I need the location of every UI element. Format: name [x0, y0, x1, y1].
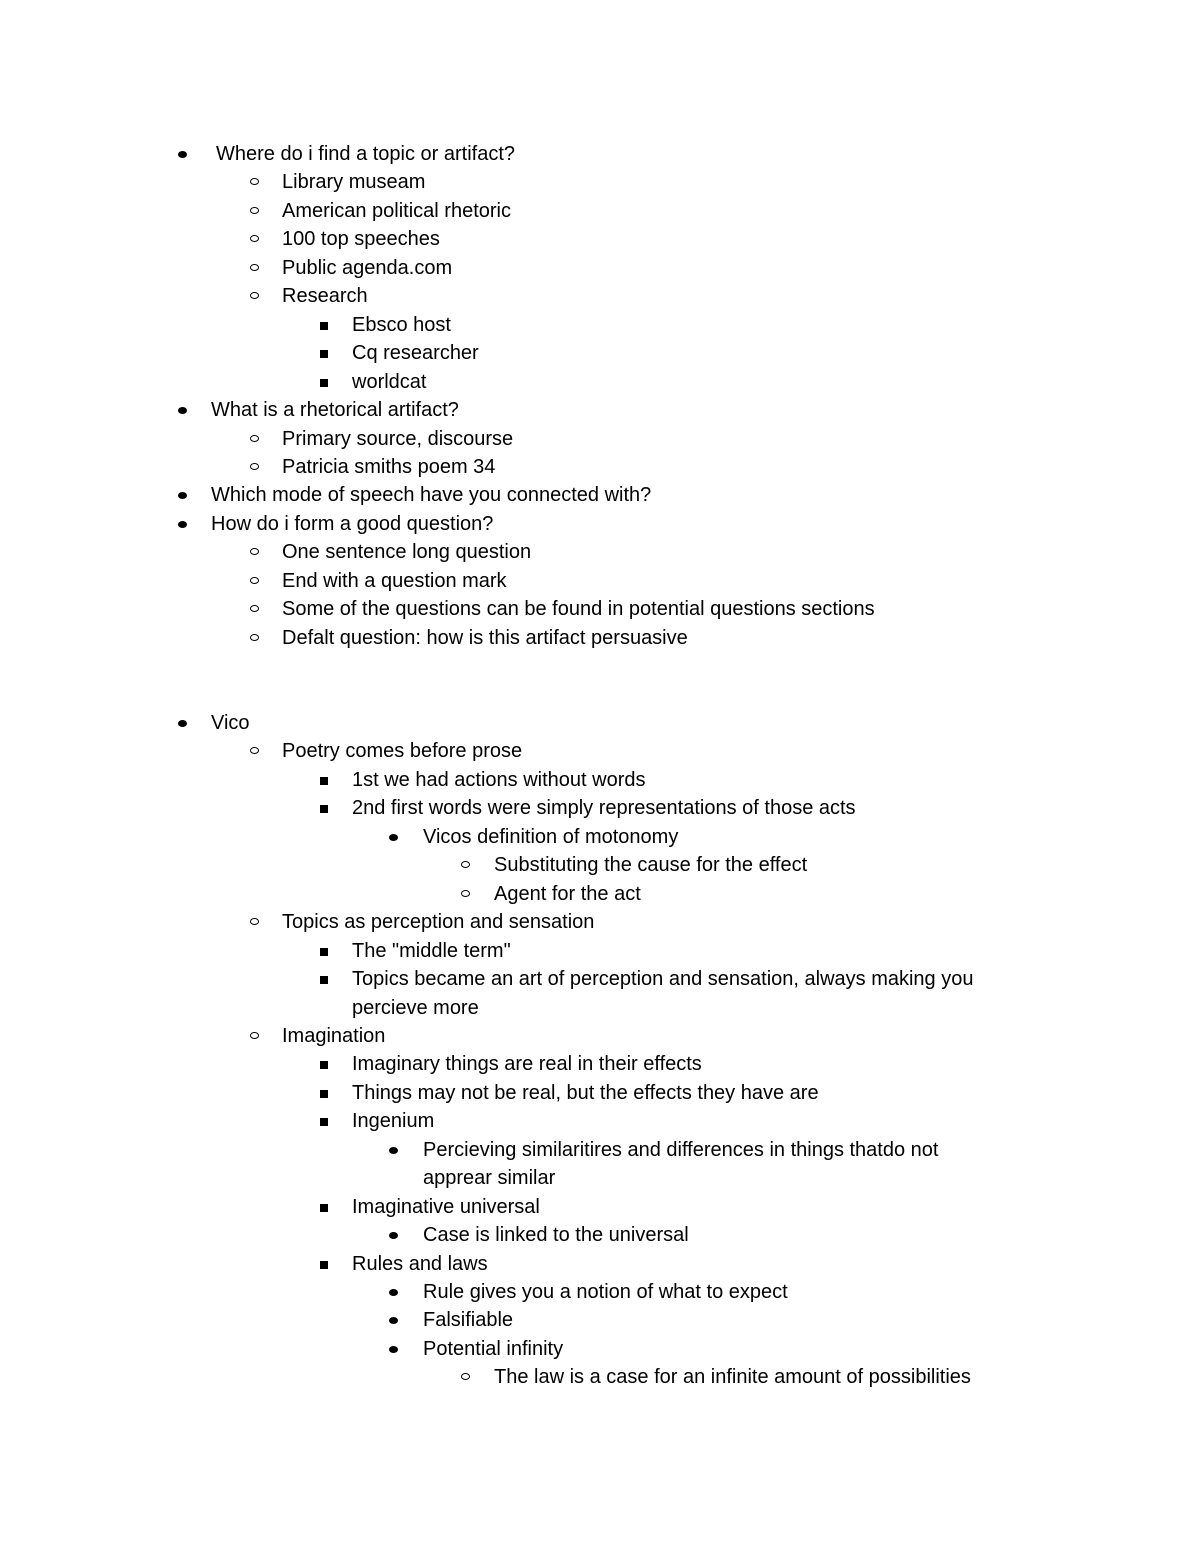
circle-bullet-icon [250, 1032, 259, 1039]
disc-bullet-icon [389, 1289, 398, 1296]
list-item [0, 994, 1200, 1022]
disc-bullet-icon [389, 1346, 398, 1353]
list-item-text: The "middle term" [352, 940, 511, 962]
square-bullet-icon [320, 777, 328, 785]
list-item [0, 1306, 1200, 1334]
list-item [0, 1335, 1200, 1363]
square-bullet-icon [320, 322, 328, 330]
list-item [0, 624, 1200, 652]
list-item-text: Library museam [282, 171, 426, 193]
list-item-text: Things may not be real, but the effects they have are [352, 1082, 819, 1104]
list-item [0, 197, 1200, 225]
list-item [0, 311, 1200, 339]
list-item [0, 1050, 1200, 1078]
list-item [0, 168, 1200, 196]
list-item-text: apprear similar [423, 1167, 556, 1189]
list-item [0, 595, 1200, 623]
square-bullet-icon [320, 379, 328, 387]
list-item-text: Where do i find a topic or artifact? [216, 143, 516, 165]
list-item [0, 1193, 1200, 1221]
list-item [0, 1022, 1200, 1050]
list-item [0, 851, 1200, 879]
list-item [0, 225, 1200, 253]
circle-bullet-icon [250, 577, 259, 584]
list-item-text: Public agenda.com [282, 257, 453, 279]
list-item-text: Case is linked to the universal [423, 1224, 689, 1246]
list-item-text: Some of the questions can be found in potential questions sections [282, 598, 875, 620]
circle-bullet-icon [250, 634, 259, 641]
list-item [0, 794, 1200, 822]
disc-bullet-icon [178, 492, 187, 499]
list-item-text: Ingenium [352, 1110, 435, 1132]
list-item-text: Rules and laws [352, 1253, 488, 1275]
list-item [0, 140, 1200, 168]
square-bullet-icon [320, 976, 328, 984]
circle-bullet-icon [250, 178, 259, 185]
circle-bullet-icon [250, 605, 259, 612]
list-item-text: Imaginative universal [352, 1196, 540, 1218]
list-item-text: The law is a case for an infinite amount of possibilities [494, 1366, 971, 1388]
disc-bullet-icon [178, 521, 187, 528]
list-item-text: Rule gives you a notion of what to expect [423, 1281, 788, 1303]
list-item [0, 908, 1200, 936]
list-item-text: How do i form a good question? [211, 513, 494, 535]
list-item-text: 100 top speeches [282, 228, 440, 250]
list-item-text: 2nd first words were simply representations of those acts [352, 797, 856, 819]
circle-bullet-icon [250, 463, 259, 470]
list-item-text: American political rhetoric [282, 200, 511, 222]
circle-bullet-icon [250, 264, 259, 271]
list-item [0, 567, 1200, 595]
disc-bullet-icon [389, 1147, 398, 1154]
circle-bullet-icon [250, 435, 259, 442]
square-bullet-icon [320, 1204, 328, 1212]
circle-bullet-icon [250, 292, 259, 299]
list-item [0, 538, 1200, 566]
list-item-text: Topics as perception and sensation [282, 911, 595, 933]
list-item-text: Cq researcher [352, 342, 479, 364]
list-item [0, 368, 1200, 396]
list-item [0, 737, 1200, 765]
square-bullet-icon [320, 805, 328, 813]
list-item [0, 453, 1200, 481]
list-item-text: Imaginary things are real in their effects [352, 1053, 702, 1075]
list-item-text: Substituting the cause for the effect [494, 854, 808, 876]
list-item [0, 1363, 1200, 1391]
square-bullet-icon [320, 1118, 328, 1126]
list-item [0, 965, 1200, 993]
list-item-text: percieve more [352, 997, 479, 1019]
list-item-text: Patricia smiths poem 34 [282, 456, 496, 478]
square-bullet-icon [320, 350, 328, 358]
list-item [0, 1107, 1200, 1135]
list-item-text: Topics became an art of perception and sensation, always making you [352, 968, 974, 990]
circle-bullet-icon [250, 235, 259, 242]
list-item-text: Primary source, discourse [282, 428, 514, 450]
list-item [0, 1136, 1200, 1164]
list-item [0, 880, 1200, 908]
list-item [0, 1164, 1200, 1192]
list-item-text: Research [282, 285, 368, 307]
list-item-text: Poetry comes before prose [282, 740, 523, 762]
disc-bullet-icon [389, 834, 398, 841]
list-item-text: Defalt question: how is this artifact persuasive [282, 627, 688, 649]
circle-bullet-icon [250, 207, 259, 214]
list-item-text: Vico [211, 712, 250, 734]
list-item-text: worldcat [352, 371, 427, 393]
circle-bullet-icon [250, 918, 259, 925]
list-item [0, 823, 1200, 851]
list-item [0, 709, 1200, 737]
list-item-text: Falsifiable [423, 1309, 514, 1331]
circle-bullet-icon [250, 747, 259, 754]
list-item [0, 1278, 1200, 1306]
circle-bullet-icon [461, 890, 470, 897]
list-item-text: Percieving similaritires and differences in things thatdo not [423, 1139, 939, 1161]
list-item-text: End with a question mark [282, 570, 507, 592]
list-item [0, 1250, 1200, 1278]
list-item [0, 425, 1200, 453]
disc-bullet-icon [389, 1232, 398, 1239]
list-item [0, 396, 1200, 424]
list-item [0, 282, 1200, 310]
list-item-text: Ebsco host [352, 314, 451, 336]
list-item-text: Imagination [282, 1025, 386, 1047]
circle-bullet-icon [461, 1373, 470, 1380]
list-item [0, 510, 1200, 538]
disc-bullet-icon [178, 407, 187, 414]
list-item [0, 1221, 1200, 1249]
disc-bullet-icon [389, 1317, 398, 1324]
list-item-text: 1st we had actions without words [352, 769, 646, 791]
disc-bullet-icon [178, 151, 187, 158]
square-bullet-icon [320, 1261, 328, 1269]
square-bullet-icon [320, 1090, 328, 1098]
disc-bullet-icon [178, 720, 187, 727]
list-item-text: Agent for the act [494, 883, 641, 905]
circle-bullet-icon [250, 548, 259, 555]
list-item [0, 937, 1200, 965]
list-item-text: One sentence long question [282, 541, 532, 563]
list-item [0, 766, 1200, 794]
list-item-text: Which mode of speech have you connected with? [211, 484, 652, 506]
list-item-text: Potential infinity [423, 1338, 564, 1360]
list-item [0, 339, 1200, 367]
circle-bullet-icon [461, 861, 470, 868]
list-item [0, 481, 1200, 509]
square-bullet-icon [320, 948, 328, 956]
square-bullet-icon [320, 1061, 328, 1069]
list-item-text: Vicos definition of motonomy [423, 826, 679, 848]
list-item [0, 1079, 1200, 1107]
list-item-text: What is a rhetorical artifact? [211, 399, 459, 421]
list-item [0, 254, 1200, 282]
